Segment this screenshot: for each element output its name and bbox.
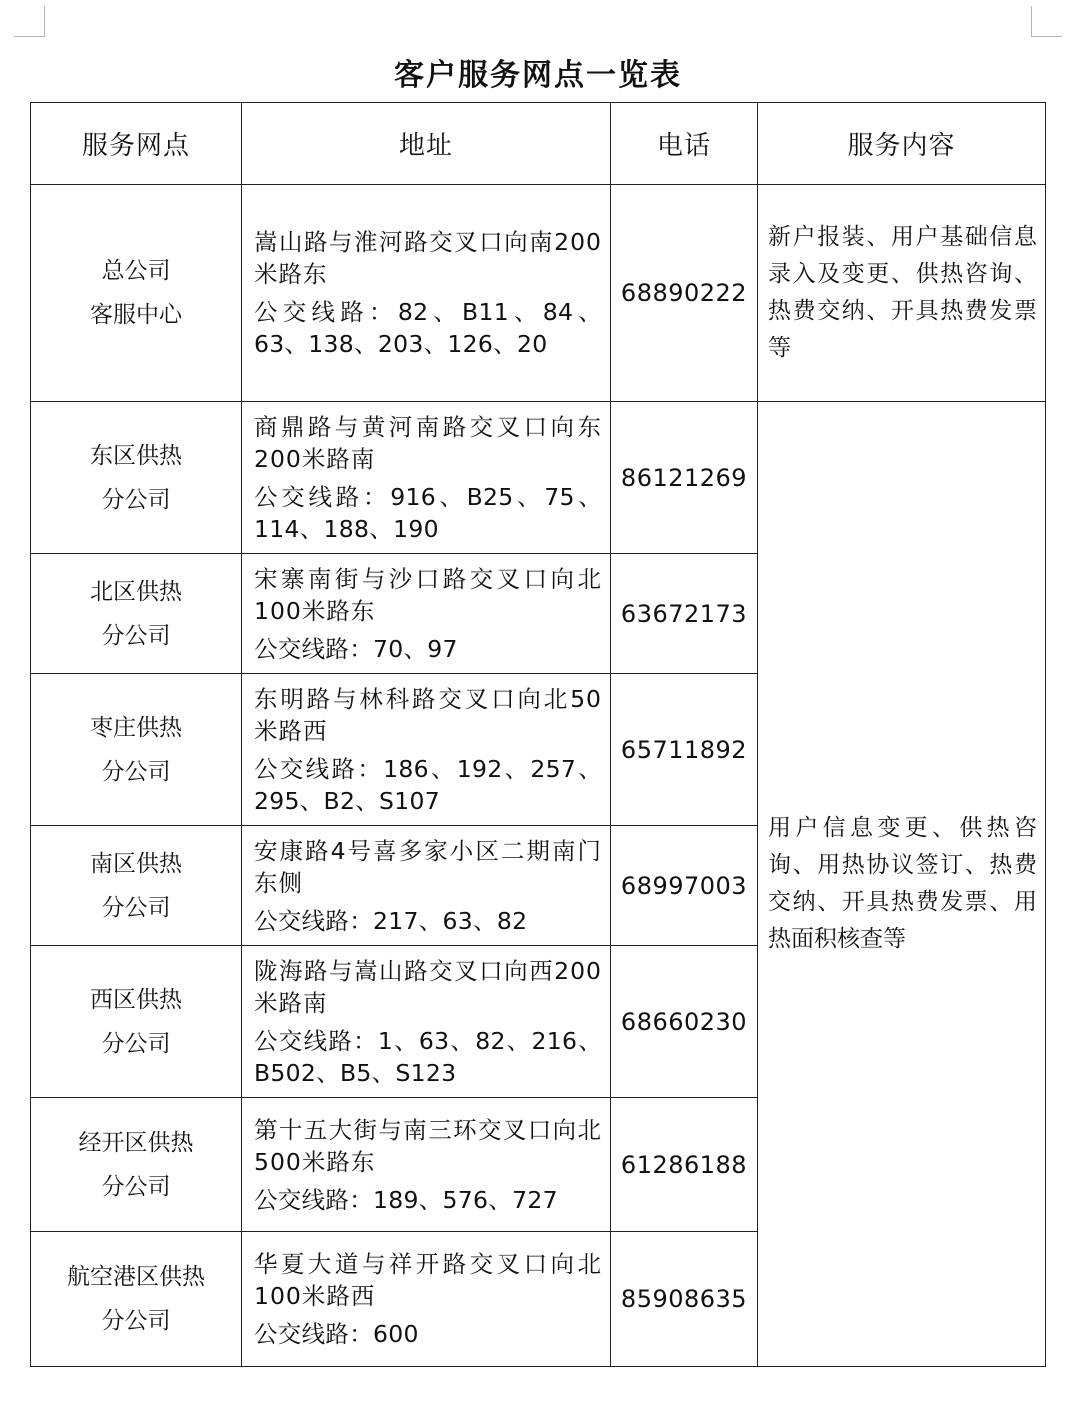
outlet-name-line1: 航空港区供热 xyxy=(67,1264,205,1290)
address-cell xyxy=(242,554,611,674)
outlet-name-line1: 西区供热 xyxy=(90,986,182,1013)
bus-routes-text: 公交线路：1、63、82、216、B502、B5、S123 xyxy=(254,1026,602,1087)
table-row xyxy=(31,185,1046,402)
outlet-name-line2: 分公司 xyxy=(101,1308,171,1334)
outlet-name-cell xyxy=(31,402,242,554)
outlet-name-line2: 分公司 xyxy=(101,894,171,921)
outlet-name-cell xyxy=(31,674,242,826)
service-outlets-table xyxy=(30,102,1046,1367)
phone-cell: 61286188 xyxy=(611,1098,758,1232)
outlet-name-cell xyxy=(31,185,242,402)
address-text: 东明路与林科路交叉口向北50米路西 xyxy=(254,684,602,745)
outlet-name-line2: 客服中心 xyxy=(90,302,182,328)
header-services: 服务内容 xyxy=(758,103,1046,185)
services-cell-head-office: 新户报装、用户基础信息录入及变更、供热咨询、热费交纳、开具热费发票等 xyxy=(758,185,1046,402)
bus-routes-text: 公交线路：600 xyxy=(254,1320,419,1348)
outlet-name-line2: 分公司 xyxy=(101,758,171,785)
page-corner-mark-top-right xyxy=(1031,6,1062,37)
header-outlet: 服务网点 xyxy=(31,103,242,185)
outlet-name-line1: 枣庄供热 xyxy=(90,714,182,741)
address-cell xyxy=(242,402,611,554)
bus-routes-text: 公交线路：916、B25、75、114、188、190 xyxy=(254,482,602,543)
table-row xyxy=(31,402,1046,554)
page-title: 客户服务网点一览表 xyxy=(394,58,682,93)
outlet-name-line2: 分公司 xyxy=(101,486,171,513)
address-text: 第十五大街与南三环交叉口向北500米路东 xyxy=(254,1115,602,1176)
outlet-name-cell xyxy=(31,1232,242,1367)
table-header-row xyxy=(31,103,1046,185)
phone-cell: 63672173 xyxy=(611,554,758,674)
outlet-name-cell xyxy=(31,946,242,1098)
page-corner-mark-top-left xyxy=(14,6,45,37)
outlet-name-line1: 总公司 xyxy=(101,258,171,284)
address-text: 商鼎路与黄河南路交叉口向东200米路南 xyxy=(254,412,602,473)
outlet-name-cell xyxy=(31,554,242,674)
bus-routes-text: 公交线路：186、192、257、295、B2、S107 xyxy=(254,754,602,815)
address-cell xyxy=(242,185,611,402)
outlet-name-line1: 东区供热 xyxy=(90,442,182,469)
address-cell xyxy=(242,826,611,946)
outlet-name-line2: 分公司 xyxy=(101,1173,171,1200)
outlet-name-line1: 经开区供热 xyxy=(78,1129,194,1156)
outlet-name-line1: 北区供热 xyxy=(90,578,182,605)
outlet-name-cell xyxy=(31,826,242,946)
phone-cell: 68890222 xyxy=(611,185,758,402)
phone-cell: 85908635 xyxy=(611,1232,758,1367)
outlet-name-line2: 分公司 xyxy=(101,1030,171,1057)
phone-cell: 68660230 xyxy=(611,946,758,1098)
outlet-name-line1: 南区供热 xyxy=(90,850,182,877)
header-address: 地址 xyxy=(242,103,611,185)
header-phone: 电话 xyxy=(611,103,758,185)
address-cell xyxy=(242,674,611,826)
bus-routes-text: 公交线路：82、B11、84、63、138、203、126、20 xyxy=(254,298,602,358)
phone-cell: 86121269 xyxy=(611,402,758,554)
address-text: 华夏大道与祥开路交叉口向北100米路西 xyxy=(254,1250,602,1310)
address-cell xyxy=(242,1232,611,1367)
bus-routes-text: 公交线路：70、97 xyxy=(254,634,458,663)
bus-routes-text: 公交线路：189、576、727 xyxy=(254,1185,558,1214)
outlet-name-cell xyxy=(31,1098,242,1232)
address-cell xyxy=(242,946,611,1098)
address-text: 嵩山路与淮河路交叉口向南200米路东 xyxy=(254,228,602,288)
phone-cell: 68997003 xyxy=(611,826,758,946)
phone-cell: 65711892 xyxy=(611,674,758,826)
address-cell xyxy=(242,1098,611,1232)
bus-routes-text: 公交线路：217、63、82 xyxy=(254,906,528,935)
outlet-name-line2: 分公司 xyxy=(101,622,171,649)
address-text: 陇海路与嵩山路交叉口向西200米路南 xyxy=(254,956,602,1017)
services-cell-branches: 用户信息变更、供热咨询、用热协议签订、热费交纳、开具热费发票、用热面积核查等 xyxy=(758,402,1046,1367)
address-text: 宋寨南街与沙口路交叉口向北100米路东 xyxy=(254,564,602,625)
address-text: 安康路4号喜多家小区二期南门东侧 xyxy=(254,836,602,897)
